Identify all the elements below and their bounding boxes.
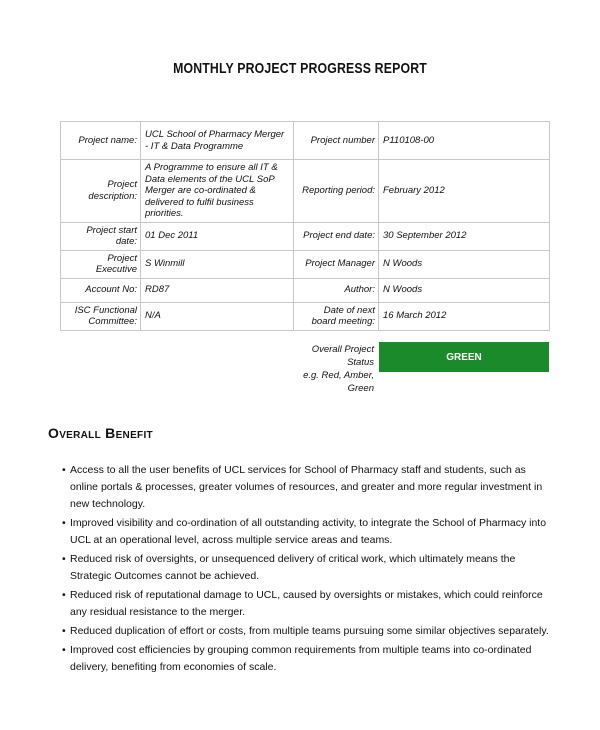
project-manager-value: N Woods	[379, 250, 550, 278]
table-row	[61, 160, 550, 223]
next-board-meeting-value: 16 March 2012	[379, 302, 550, 330]
list-item	[62, 551, 552, 585]
isc-committee-value: N/A	[141, 302, 294, 330]
table-row	[61, 302, 550, 330]
project-description-label: Project description:	[61, 160, 141, 223]
project-end-date-label: Project end date:	[294, 222, 379, 250]
status-label-line2: e.g. Red, Amber, Green	[303, 370, 374, 394]
bullet-icon: •	[62, 553, 66, 565]
project-name-value	[141, 122, 294, 160]
bullet-icon: •	[62, 644, 66, 656]
project-info-table	[60, 121, 550, 331]
section-heading-overall-benefit: Overall Benefit	[48, 425, 153, 441]
table-row	[61, 278, 550, 302]
reporting-period-value: February 2012	[379, 160, 550, 223]
next-board-meeting-label: Date of next board meeting:	[294, 302, 379, 330]
benefit-text: Improved cost efficiencies by grouping common requirements from multiple teams into co-ordinated delivery, benefiting from economies of scale.	[70, 644, 532, 673]
bullet-icon: •	[62, 589, 66, 601]
benefit-text: Access to all the user benefits of UCL services for School of Pharmacy staff and students, such as online portals & processes, greater volumes of resources, and greater and more regular investment in new technology.	[70, 464, 543, 510]
benefit-text: Improved visibility and co-ordination of all outstanding activity, to integrate the School of Pharmacy into UCL at an operational level, across multiple service areas and teams.	[70, 517, 547, 546]
benefit-text: Reduced risk of oversights, or unsequenced delivery of critical work, which ultimately means the Strategic Outcomes cannot be achieved.	[70, 553, 516, 582]
benefit-list	[62, 462, 552, 678]
table-row	[61, 122, 550, 160]
status-label-line1: Overall Project Status	[311, 344, 374, 368]
isc-committee-label: ISC Functional Committee:	[61, 302, 141, 330]
account-no-label: Account No:	[61, 278, 141, 302]
list-item	[62, 587, 552, 621]
project-start-date-label: Project start date:	[61, 222, 141, 250]
benefit-text: Reduced duplication of effort or costs, from multiple teams pursuing some similar objectives separately.	[70, 625, 549, 637]
list-item	[62, 642, 552, 676]
status-label	[290, 343, 374, 395]
bullet-icon: •	[62, 625, 66, 637]
project-name-label: Project name:	[61, 122, 141, 160]
account-no-value: RD87	[141, 278, 294, 302]
list-item	[62, 462, 552, 513]
author-label: Author:	[294, 278, 379, 302]
project-executive-value: S Winmill	[141, 250, 294, 278]
list-item	[62, 515, 552, 549]
project-number-label: Project number	[294, 122, 379, 160]
table-row	[61, 222, 550, 250]
benefit-text: Reduced risk of reputational damage to UCL, caused by oversights or mistakes, which could reinforce any residual resistance to the merger.	[70, 589, 543, 618]
project-executive-label: Project Executive	[61, 250, 141, 278]
status-badge: GREEN	[379, 342, 549, 372]
table-row	[61, 250, 550, 278]
project-end-date-value: 30 September 2012	[379, 222, 550, 250]
report-title: MONTHLY PROJECT PROGRESS REPORT	[173, 60, 427, 77]
project-description-value: A Programme to ensure all IT & Data elements of the UCL SoP Merger are co-ordinated & delivered to fulfil business priorities.	[141, 160, 294, 223]
author-value: N Woods	[379, 278, 550, 302]
project-name-line2: - IT & Data Programme	[145, 140, 244, 152]
project-name-line1: UCL School of Pharmacy Merger	[145, 129, 285, 140]
project-number-value: P110108-00	[379, 122, 550, 160]
reporting-period-label: Reporting period:	[294, 160, 379, 223]
list-item	[62, 623, 552, 640]
bullet-icon: •	[62, 517, 66, 529]
bullet-icon: •	[62, 464, 66, 476]
project-manager-label: Project Manager	[294, 250, 379, 278]
project-start-date-value: 01 Dec 2011	[141, 222, 294, 250]
